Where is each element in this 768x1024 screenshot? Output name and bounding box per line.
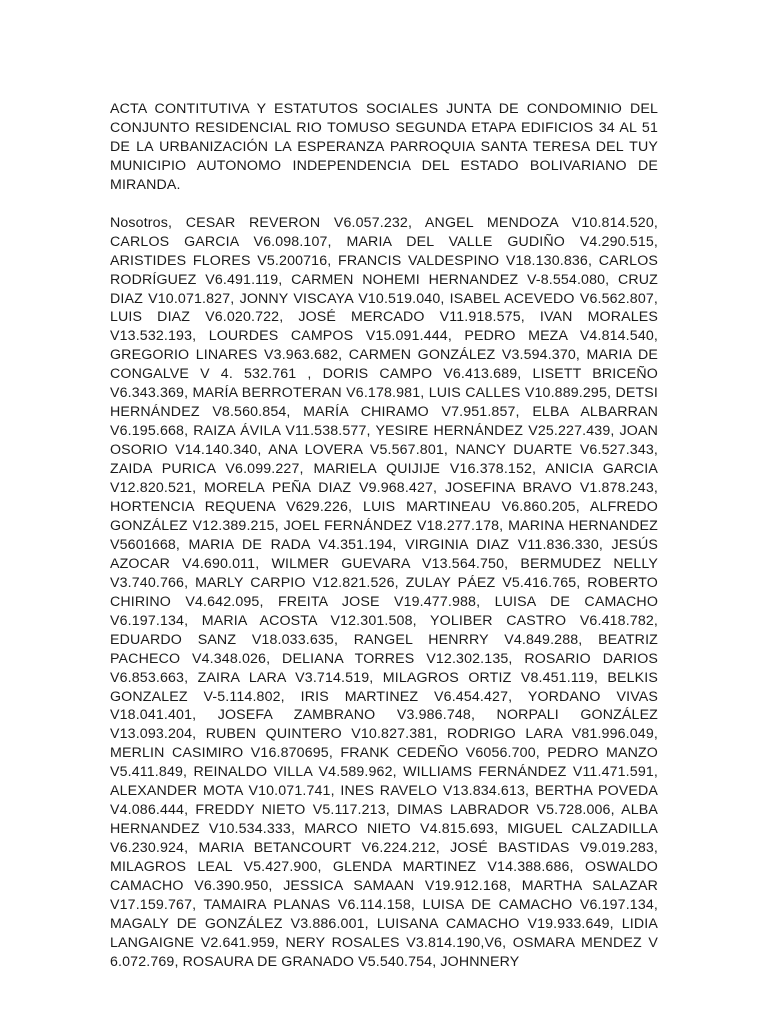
- document-body: Nosotros, CESAR REVERON V6.057.232, ANGEL MENDOZA V10.814.520, CARLOS GARCIA V6.098.107, MARIA DEL VALLE GUDIÑO V4.290.515, ARISTIDES FLORES V5.200716, FRANCIS VALDESPINO V18.130.836, CARLOS RODRÍGUEZ V6.491.119, CARMEN NOHEMI HERNANDEZ V-8.554.080, CRUZ DIAZ V10.071.827, JONNY VISCAYA V10.519.040, ISABEL ACEVEDO V6.562.807, LUIS DIAZ V6.020.722, JOSÉ MERCADO V11.918.575, IVAN MORALES V13.532.193, LOURDES CAMPOS V15.091.444, PEDRO MEZA V4.814.540, GREGORIO LINARES V3.963.682, CARMEN GONZÁLEZ V3.594.370, MARIA DE CONGALVE V 4. 532.761 , DORIS CAMPO V6.413.689, LISETT BRICEÑO V6.343.369, MARÍA BERROTERAN V6.178.981, LUIS CALLES V10.889.295, DETSI HERNÁNDEZ V8.560.854, MARÍA CHIRAMO V7.951.857, ELBA ALBARRAN V6.195.668, RAIZA ÁVILA V11.538.577, YESIRE HERNÁNDEZ V25.227.439, JOAN OSORIO V14.140.340, ANA LOVERA V5.567.801, NANCY DUARTE V6.527.343, ZAIDA PURICA V6.099.227, MARIELA QUIJIJE V16.378.152, ANICIA GARCIA V12.820.521, MORELA PEÑA DIAZ V9.968.427, JOSEFINA BRAVO V1.878.243, HORTENCIA REQUENA V629.226, LUIS MARTINEAU V6.860.205, ALFREDO GONZÁLEZ V12.389.215, JOEL FERNÁNDEZ V18.277.178, MARINA HERNANDEZ V5601668, MARIA DE RADA V4.351.194, VIRGINIA DIAZ V11.836.330, JESÚS AZOCAR V4.690.011, WILMER GUEVARA V13.564.750, BERMUDEZ NELLY V3.740.766, MARLY CARPIO V12.821.526, ZULAY PÁEZ V5.416.765, ROBERTO CHIRINO V4.642.095, FREITA JOSE V19.477.988, LUISA DE CAMACHO V6.197.134, MARIA ACOSTA V12.301.508, YOLIBER CASTRO V6.418.782, EDUARDO SANZ V18.033.635, RANGEL HENRRY V4.849.288, BEATRIZ PACHECO V4.348.026, DELIANA TORRES V12.302.135, ROSARIO DARIOS V6.853.663, ZAIRA LARA V3.714.519, MILAGROS ORTIZ V8.451.119, BELKIS GONZALEZ V-5.114.802, IRIS MARTINEZ V6.454.427, YORDANO VIVAS V18.041.401, JOSEFA ZAMBRANO V3.986.748, NORPALI GONZÁLEZ V13.093.204, RUBEN QUINTERO V10.827.381, RODRIGO LARA V81.996.049, MERLIN CASIMIRO V16.870695, FRANK CEDEÑO V6056.700, PEDRO MANZO V5.411.849, REINALDO VILLA V4.589.962, WILLIAMS FERNÁNDEZ V11.471.591, ALEXANDER MOTA V10.071.741, INES RAVELO V13.834.613, BERTHA POVEDA V4.086.444, FREDDY NIETO V5.117.213, DIMAS LABRADOR V5.728.006, ALBA HERNANDEZ V10.534.333, MARCO NIETO V4.815.693, MIGUEL CALZADILLA V6.230.924, MARIA BETANCOURT V6.224.212, JOSÉ BASTIDAS V9.019.283, MILAGROS LEAL V5.427.900, GLENDA MARTINEZ V14.388.686, OSWALDO CAMACHO V6.390.950, JESSICA SAMAAN V19.912.168, MARTHA SALAZAR V17.159.767, TAMAIRA PLANAS V6.114.158, LUISA DE CAMACHO V6.197.134, MAGALY DE GONZÁLEZ V3.886.001, LUISANA CAMACHO V19.933.649, LIDIA LANGAIGNE V2.641.959, NERY ROSALES V3.814.190,V6, OSMARA MENDEZ V 6.072.769, ROSAURA DE GRANADO V5.540.754, JOHNNERY: [110, 214, 658, 970]
- document-title: ACTA CONTITUTIVA Y ESTATUTOS SOCIALES JUNTA DE CONDOMINIO DEL CONJUNTO RESIDENCIAL RIO TOMUSO SEGUNDA ETAPA EDIFICIOS 34 AL 51 DE LA URBANIZACIÓN LA ESPERANZA PARROQUIA SANTA TERESA DEL TUY MUNICIPIO AUTONOMO INDEPENDENCIA DEL ESTADO BOLIVARIANO DE MIRANDA.: [110, 101, 658, 193]
- document-page: [110, 100, 658, 972]
